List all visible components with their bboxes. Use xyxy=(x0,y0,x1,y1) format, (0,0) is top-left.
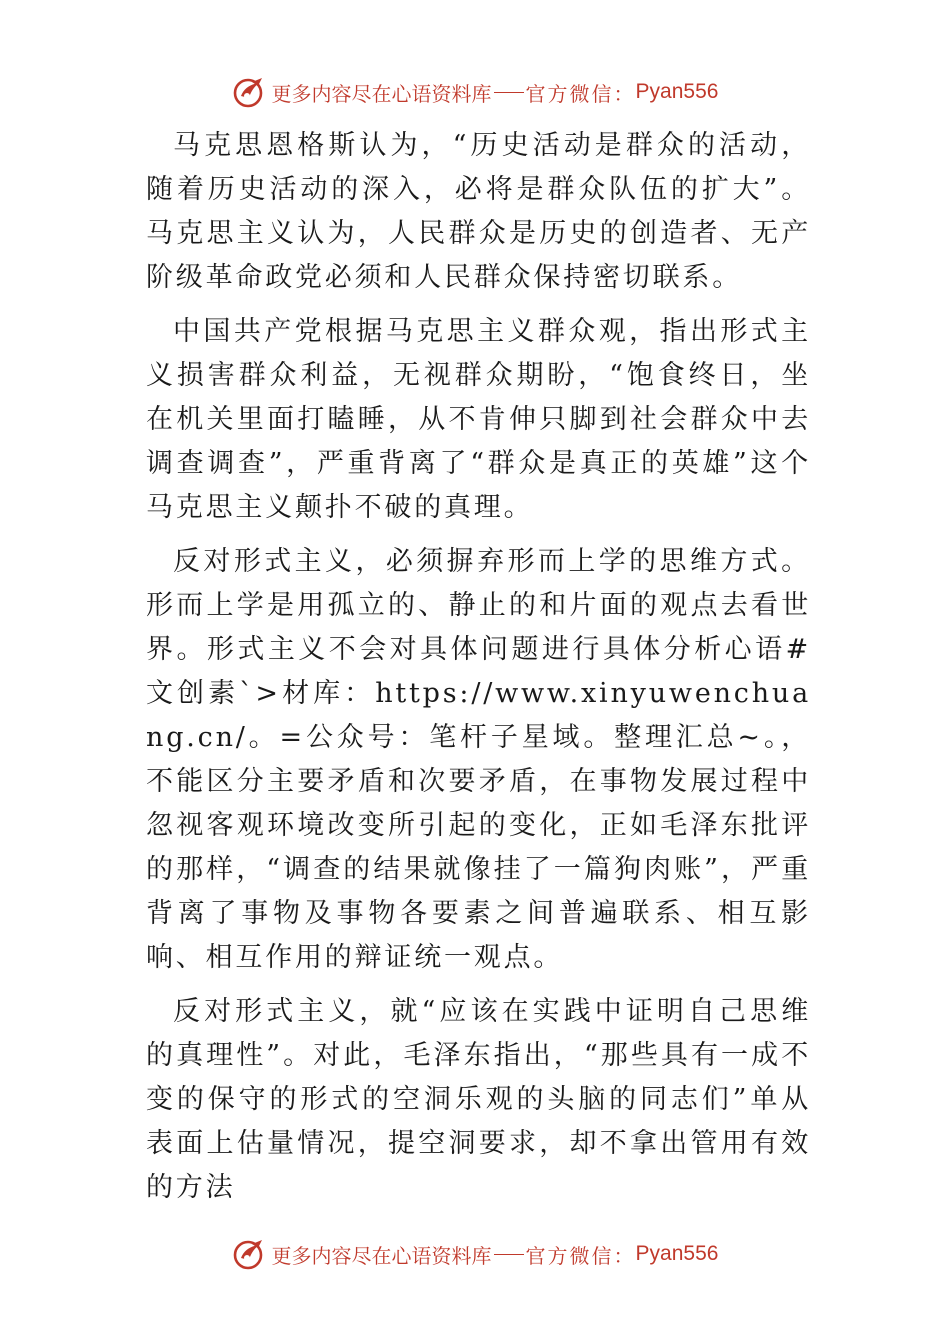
header-banner xyxy=(0,72,950,112)
paragraph-3: 反对形式主义，必须摒弃形而上学的思维方式。形而上学是用孤立的、静止的和片面的观点去看世界。形式主义不会对具体问题进行具体分析心语#文创素`>材库：https://www.xinyuwenchuang.cn/。=公众号：笔杆子星域。整理汇总~。，不能区分主要矛盾和次要矛盾，在事物发展过程中忽视客观环境改变所引起的变化，正如毛泽东批评的那样，“调查的结果就像挂了一篇狗肉账”，严重背离了事物及事物各要素之间普遍联系、相互影响、相互作用的辩证统一观点。 xyxy=(146,546,811,973)
paragraph-2: 中国共产党根据马克思主义群众观，指出形式主义损害群众利益，无视群众期盼，“饱食终日，坐在机关里面打瞌睡，从不肯伸只脚到社会群众中去调查调查”，严重背离了“群众是真正的英雄”这个马克思主义颠扑不破的真理。 xyxy=(146,316,811,523)
paragraph-4: 反对形式主义，就“应该在实践中证明自己思维的真理性”。对此，毛泽东指出，“那些具有一成不变的保守的形式的空洞乐观的头脑的同志们”单从表面上估量情况，提空洞要求，却不拿出管用有效的方法 xyxy=(146,996,811,1203)
footer-wechat-label: 官方微信： xyxy=(525,1243,636,1268)
footer-banner xyxy=(0,1234,950,1274)
brand-logo-icon xyxy=(232,1236,268,1272)
header-wechat-id: Pyan556 xyxy=(635,80,719,103)
header-dash-divider xyxy=(494,92,524,93)
document-body xyxy=(146,124,811,1220)
paragraph-1: 马克思恩格斯认为，“历史活动是群众的活动，随着历史活动的深入，必将是群众队伍的扩大”。马克思主义认为，人民群众是历史的创造者、无产阶级革命政党必须和人民群众保持密切联系。 xyxy=(146,130,811,293)
footer-brand-text: 更多内容尽在心语资料库 xyxy=(271,1243,492,1268)
header-brand-text: 更多内容尽在心语资料库 xyxy=(271,81,492,106)
footer-wechat-id: Pyan556 xyxy=(635,1242,719,1265)
brand-logo-icon xyxy=(232,74,268,110)
footer-dash-divider xyxy=(494,1254,524,1255)
header-wechat-label: 官方微信： xyxy=(525,81,636,106)
